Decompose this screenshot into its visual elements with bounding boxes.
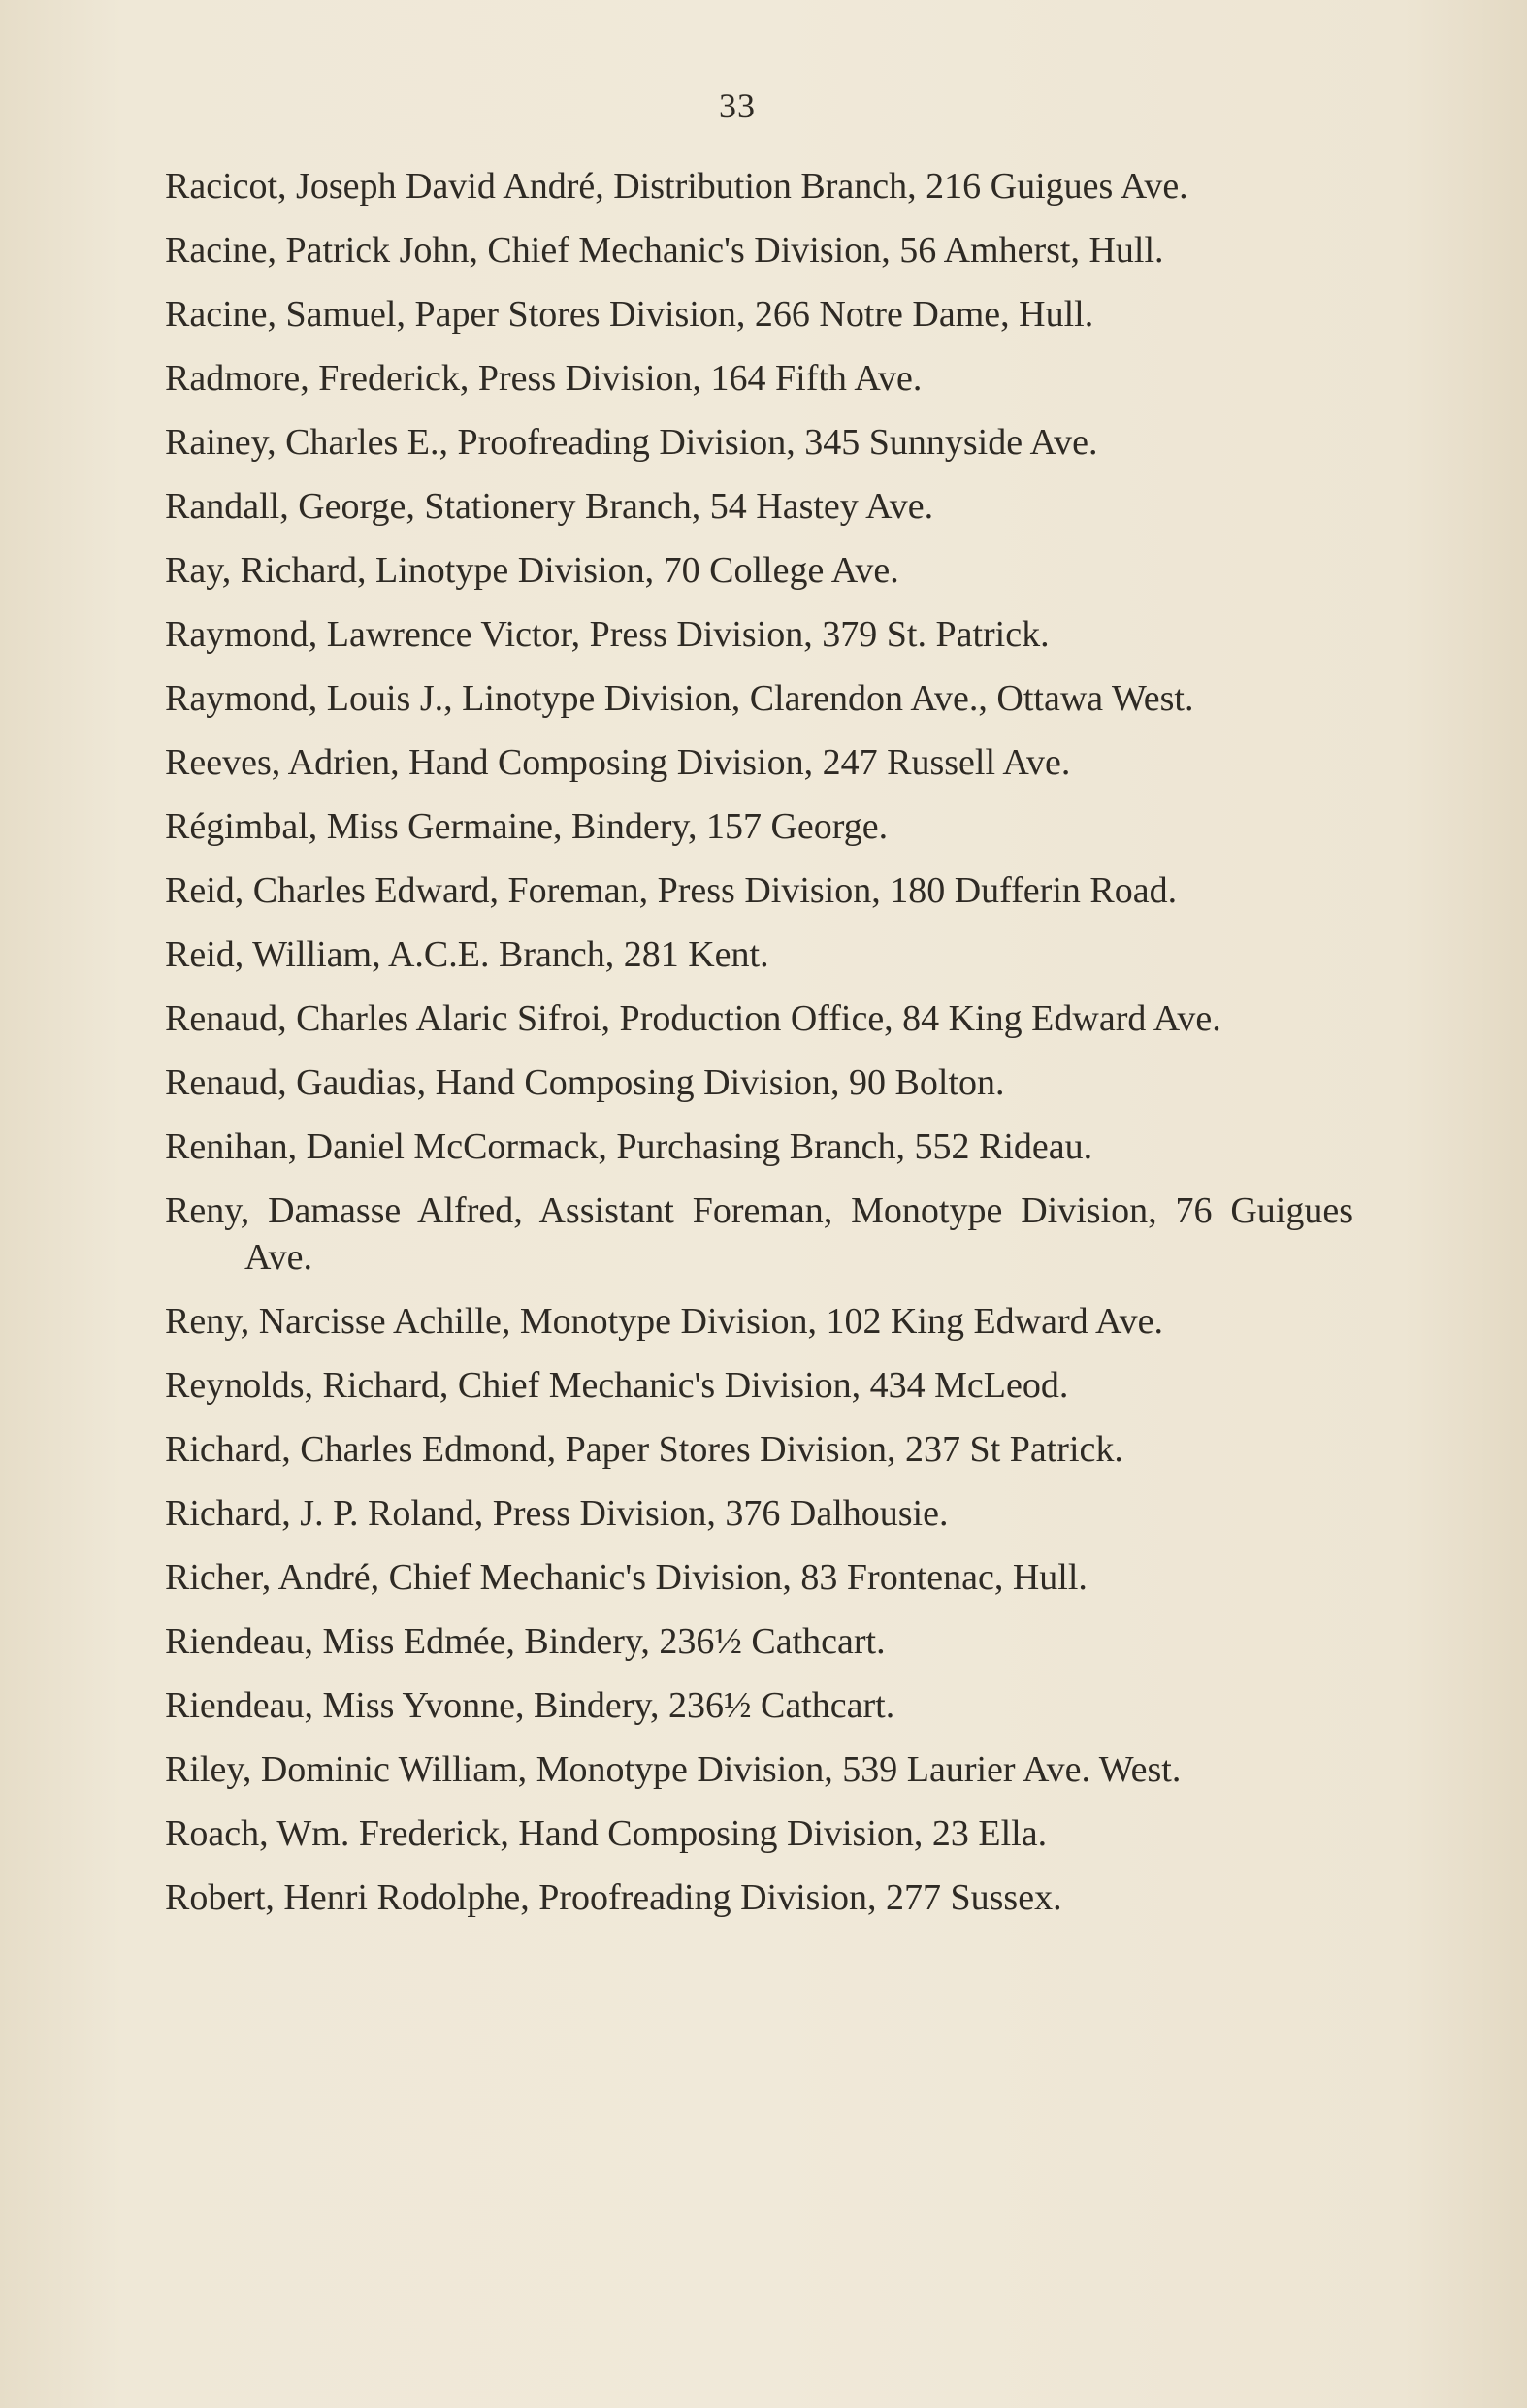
directory-entry: Richard, Charles Edmond, Paper Stores Division, 237 St Patrick. [165, 1429, 1123, 1470]
directory-entry: Régimbal, Miss Germaine, Bindery, 157 George. [165, 806, 889, 847]
directory-entry: Richard, J. P. Roland, Press Division, 376 Dalhousie. [165, 1493, 949, 1534]
directory-entry: Reynolds, Richard, Chief Mechanic's Division, 434 McLeod. [165, 1365, 1069, 1406]
directory-entry: Reny, Damasse Alfred, Assistant Foreman, Monotype Division, 76 Guigues Ave. [165, 1190, 1353, 1278]
directory-entry: Roach, Wm. Frederick, Hand Composing Division, 23 Ella. [165, 1813, 1048, 1854]
directory-entry: Racine, Samuel, Paper Stores Division, 266 Notre Dame, Hull. [165, 294, 1094, 335]
page-number: 33 [719, 86, 756, 125]
directory-entry: Riley, Dominic William, Monotype Division, 539 Laurier Ave. West. [165, 1749, 1182, 1790]
directory-entry: Richer, André, Chief Mechanic's Division, 83 Frontenac, Hull. [165, 1557, 1088, 1598]
directory-entry: Raymond, Lawrence Victor, Press Division, 379 St. Patrick. [165, 614, 1050, 655]
directory-entry: Ray, Richard, Linotype Division, 70 College Ave. [165, 550, 899, 591]
directory-list [165, 163, 1353, 1938]
directory-entry: Raymond, Louis J., Linotype Division, Clarendon Ave., Ottawa West. [165, 678, 1194, 719]
directory-entry: Radmore, Frederick, Press Division, 164 Fifth Ave. [165, 358, 923, 399]
directory-entry: Riendeau, Miss Edmée, Bindery, 236½ Cathcart. [165, 1621, 886, 1662]
directory-entry: Renaud, Gaudias, Hand Composing Division, 90 Bolton. [165, 1062, 1005, 1103]
directory-entry: Renihan, Daniel McCormack, Purchasing Branch, 552 Rideau. [165, 1126, 1093, 1167]
directory-entry: Robert, Henri Rodolphe, Proofreading Division, 277 Sussex. [165, 1877, 1062, 1918]
directory-entry: Reid, William, A.C.E. Branch, 281 Kent. [165, 934, 769, 975]
directory-entry: Riendeau, Miss Yvonne, Bindery, 236½ Cathcart. [165, 1685, 895, 1726]
directory-entry: Racine, Patrick John, Chief Mechanic's Division, 56 Amherst, Hull. [165, 230, 1164, 271]
directory-entry: Racicot, Joseph David André, Distribution Branch, 216 Guigues Ave. [165, 166, 1188, 207]
directory-entry: Randall, George, Stationery Branch, 54 Hastey Ave. [165, 486, 934, 527]
directory-entry: Reid, Charles Edward, Foreman, Press Division, 180 Dufferin Road. [165, 870, 1178, 911]
directory-entry: Reny, Narcisse Achille, Monotype Division, 102 King Edward Ave. [165, 1301, 1164, 1342]
directory-entry: Renaud, Charles Alaric Sifroi, Production Office, 84 King Edward Ave. [165, 998, 1221, 1039]
directory-entry: Reeves, Adrien, Hand Composing Division, 247 Russell Ave. [165, 742, 1071, 783]
directory-entry: Rainey, Charles E., Proofreading Division, 345 Sunnyside Ave. [165, 422, 1098, 463]
